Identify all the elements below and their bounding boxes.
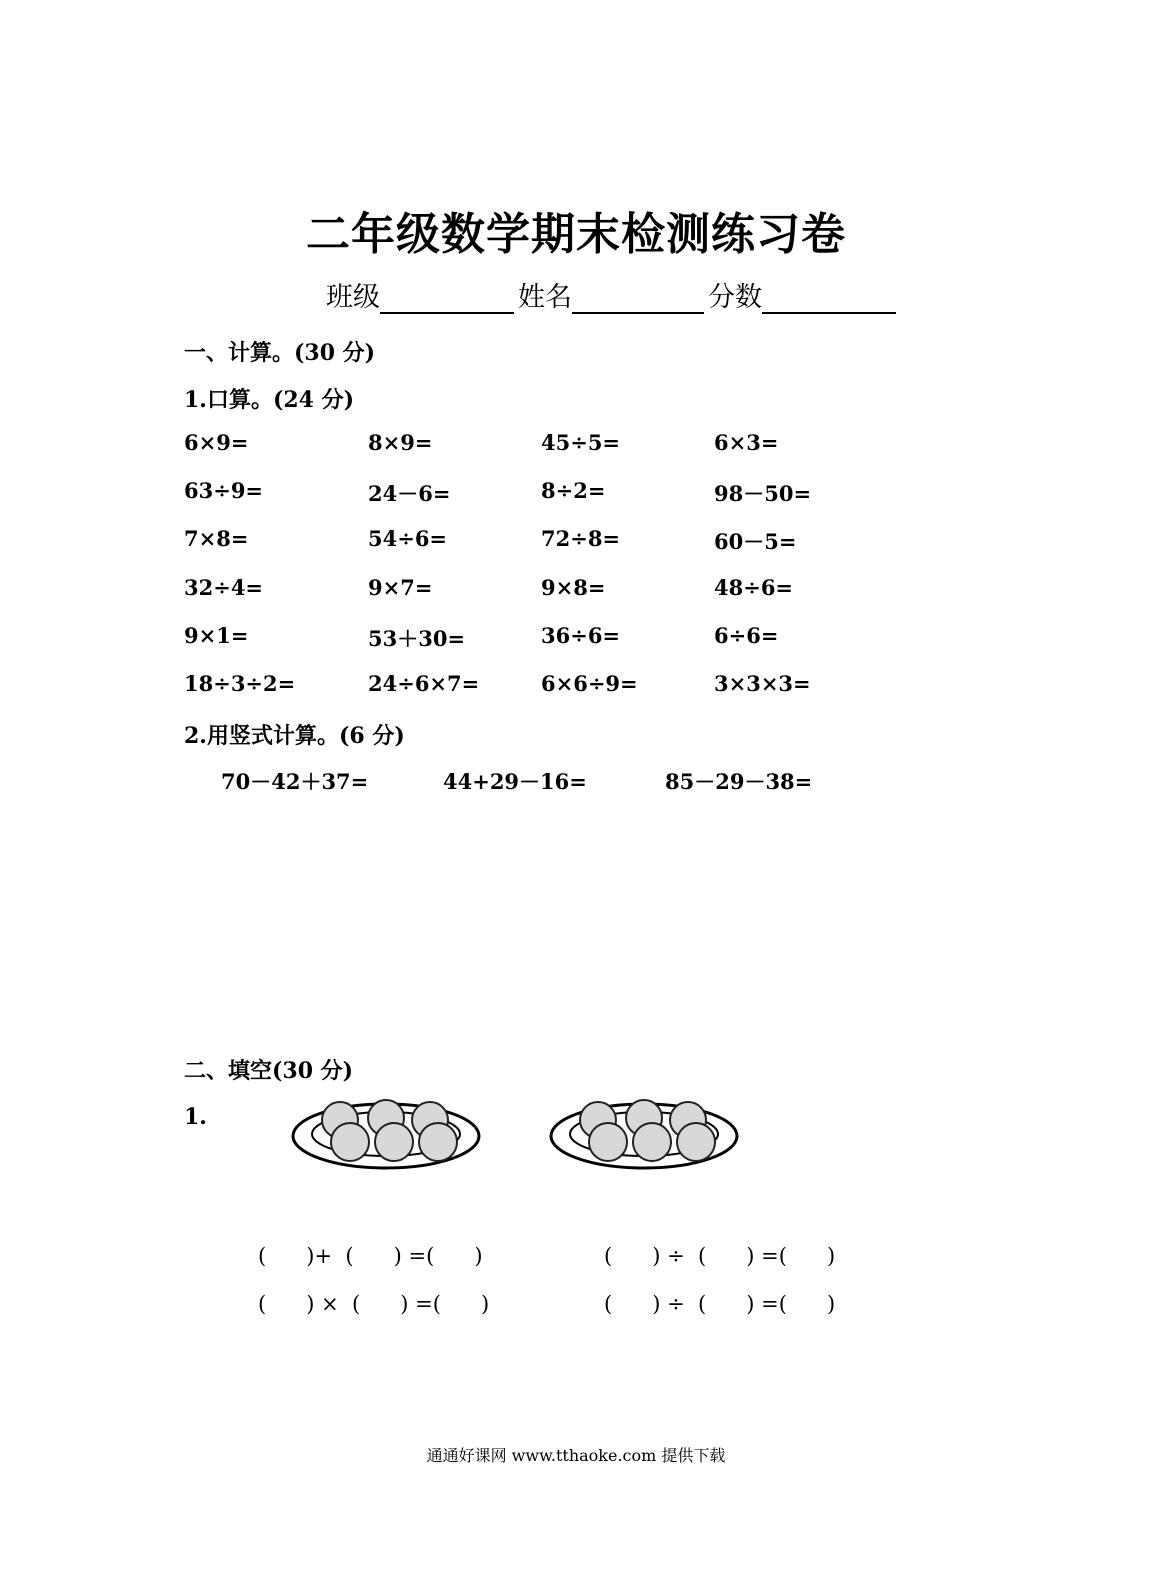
fill-equation[interactable]: ( )+ ( ) =( )	[258, 1244, 483, 1268]
oral-problem: 9×8=	[541, 574, 606, 600]
vertical-problem: 44+29－16=	[443, 769, 587, 794]
oral-problem: 32÷4=	[184, 574, 264, 600]
oral-problem: 53＋30=	[368, 625, 466, 651]
name-blank[interactable]	[572, 284, 704, 314]
name-label: 姓名	[518, 282, 572, 313]
score-blank[interactable]	[762, 284, 896, 314]
oral-problem: 6×3=	[714, 430, 779, 455]
oral-problem: 3×3×3=	[714, 671, 811, 696]
oral-problem: 8÷2=	[541, 478, 606, 504]
student-info-line	[326, 275, 900, 314]
oral-problem: 24－6=	[368, 481, 451, 507]
section2-heading: 二、填空(30 分)	[184, 1058, 354, 1084]
oral-problem: 60－5=	[714, 529, 797, 555]
oral-problem: 6×6÷9=	[541, 671, 638, 696]
oral-problem: 8×9=	[368, 430, 433, 455]
oral-problem: 98－50=	[714, 481, 812, 507]
oral-problem: 45÷5=	[541, 430, 621, 455]
oral-problem: 48÷6=	[714, 574, 794, 600]
oral-problem: 6÷6=	[714, 622, 779, 648]
oral-problem: 9×7=	[368, 574, 433, 600]
vertical-calc-heading: 2.用竖式计算。(6 分)	[184, 723, 405, 749]
section1-heading: 一、计算。(30 分)	[184, 340, 376, 366]
page-title: 二年级数学期末检测练习卷	[306, 209, 846, 260]
oral-problem: 9×1=	[184, 622, 249, 648]
footer-source: 通通好课网 www.tthaoke.com 提供下载	[426, 1446, 726, 1465]
score-label: 分数	[708, 282, 762, 313]
fill-equation[interactable]: ( ) ÷ ( ) =( )	[604, 1292, 836, 1316]
plate-of-oranges-left-illustration	[290, 1092, 490, 1182]
oral-problem: 36÷6=	[541, 622, 621, 648]
question-number: 1.	[184, 1104, 207, 1130]
class-blank[interactable]	[380, 284, 514, 314]
oral-problem: 18÷3÷2=	[184, 671, 296, 696]
oral-problem: 6×9=	[184, 430, 249, 455]
oral-problem: 24÷6×7=	[368, 671, 480, 696]
oral-calc-heading: 1.口算。(24 分)	[184, 387, 355, 413]
oral-problem: 63÷9=	[184, 478, 264, 504]
vertical-problem: 85－29－38=	[665, 769, 813, 794]
oral-problem: 7×8=	[184, 526, 249, 552]
oral-problem: 72÷8=	[541, 526, 621, 552]
class-label: 班级	[326, 282, 380, 313]
oral-problem: 54÷6=	[368, 526, 448, 552]
plate-of-oranges-right-illustration	[548, 1092, 748, 1182]
vertical-problem: 70－42＋37=	[221, 769, 369, 794]
fill-equation[interactable]: ( ) × ( ) =( )	[258, 1292, 490, 1316]
fill-equation[interactable]: ( ) ÷ ( ) =( )	[604, 1244, 836, 1268]
